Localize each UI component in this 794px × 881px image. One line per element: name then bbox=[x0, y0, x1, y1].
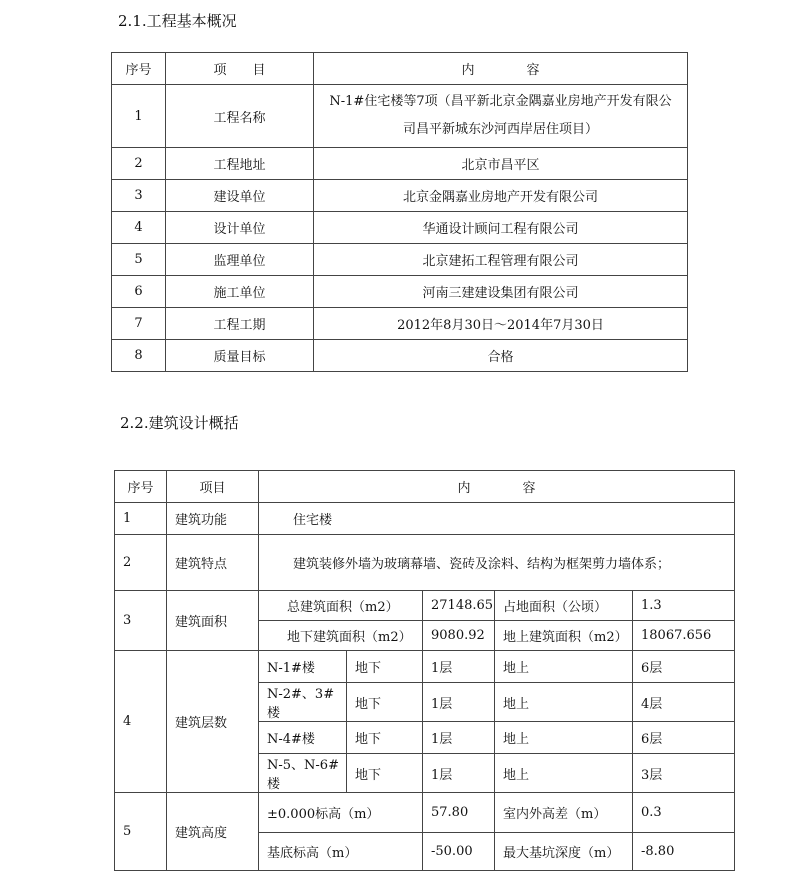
area-value: 9080.92 bbox=[423, 621, 495, 651]
height-label: 室内外高差（m） bbox=[495, 793, 633, 833]
below-label: 地下 bbox=[347, 754, 423, 793]
below-label: 地下 bbox=[347, 722, 423, 754]
row-item: 建筑层数 bbox=[167, 651, 259, 793]
section1-heading: 2.1.工程基本概况 bbox=[118, 12, 237, 30]
row-no: 2 bbox=[115, 535, 167, 591]
row-item: 工程工期 bbox=[166, 308, 314, 340]
building-design-table bbox=[114, 470, 735, 871]
header-content: 内 容 bbox=[314, 53, 688, 85]
row-no: 1 bbox=[112, 85, 166, 148]
height-value: 57.80 bbox=[423, 793, 495, 833]
row-no: 2 bbox=[112, 148, 166, 180]
row-item: 质量目标 bbox=[166, 340, 314, 372]
row-item: 设计单位 bbox=[166, 212, 314, 244]
above-value: 6层 bbox=[633, 722, 735, 754]
table-row bbox=[112, 85, 688, 148]
above-value: 6层 bbox=[633, 651, 735, 683]
area-value: 1.3 bbox=[633, 591, 735, 621]
row-no: 7 bbox=[112, 308, 166, 340]
table-row bbox=[115, 503, 735, 535]
height-value: -8.80 bbox=[633, 833, 735, 871]
row-content: 华通设计顾问工程有限公司 bbox=[314, 212, 688, 244]
row-no: 4 bbox=[112, 212, 166, 244]
above-label: 地上 bbox=[495, 651, 633, 683]
table-row bbox=[112, 148, 688, 180]
building-name: N-2#、3#楼 bbox=[259, 683, 347, 722]
above-value: 3层 bbox=[633, 754, 735, 793]
above-value: 4层 bbox=[633, 683, 735, 722]
area-label: 占地面积（公顷） bbox=[495, 591, 633, 621]
table-row bbox=[112, 340, 688, 372]
row-no: 5 bbox=[115, 793, 167, 871]
table-row bbox=[115, 651, 735, 683]
row-item: 建筑面积 bbox=[167, 591, 259, 651]
row-no: 3 bbox=[112, 180, 166, 212]
header-item: 项 目 bbox=[166, 53, 314, 85]
content-line: N-1#住宅楼等7项（昌平新北京金隅嘉业房地产开发有限公 bbox=[329, 94, 672, 109]
row-item: 建筑高度 bbox=[167, 793, 259, 871]
height-value: -50.00 bbox=[423, 833, 495, 871]
header-no: 序号 bbox=[115, 471, 167, 503]
below-value: 1层 bbox=[423, 722, 495, 754]
area-value: 27148.65 bbox=[423, 591, 495, 621]
above-label: 地上 bbox=[495, 754, 633, 793]
row-content: 北京建拓工程管理有限公司 bbox=[314, 244, 688, 276]
row-no: 5 bbox=[112, 244, 166, 276]
row-item: 工程名称 bbox=[166, 85, 314, 148]
table-header-row bbox=[112, 53, 688, 85]
area-label: 地上建筑面积（m2） bbox=[495, 621, 633, 651]
table-row bbox=[115, 535, 735, 591]
row-content: 合格 bbox=[314, 340, 688, 372]
row-item: 建设单位 bbox=[166, 180, 314, 212]
below-value: 1层 bbox=[423, 754, 495, 793]
row-no: 6 bbox=[112, 276, 166, 308]
row-item: 建筑功能 bbox=[167, 503, 259, 535]
row-content: 2012年8月30日～2014年7月30日 bbox=[314, 308, 688, 340]
row-content: 河南三建建设集团有限公司 bbox=[314, 276, 688, 308]
table-row bbox=[112, 212, 688, 244]
row-no: 8 bbox=[112, 340, 166, 372]
row-no: 4 bbox=[115, 651, 167, 793]
below-value: 1层 bbox=[423, 683, 495, 722]
row-item: 建筑特点 bbox=[167, 535, 259, 591]
area-value: 18067.656 bbox=[633, 621, 735, 651]
row-no: 3 bbox=[115, 591, 167, 651]
row-item: 施工单位 bbox=[166, 276, 314, 308]
section2-heading: 2.2.建筑设计概括 bbox=[120, 414, 239, 432]
row-item: 监理单位 bbox=[166, 244, 314, 276]
table-row bbox=[115, 793, 735, 833]
above-label: 地上 bbox=[495, 683, 633, 722]
area-label: 总建筑面积（m2） bbox=[259, 591, 423, 621]
area-label: 地下建筑面积（m2） bbox=[259, 621, 423, 651]
row-item: 工程地址 bbox=[166, 148, 314, 180]
below-value: 1层 bbox=[423, 651, 495, 683]
header-content: 内 容 bbox=[259, 471, 735, 503]
row-content bbox=[314, 85, 688, 148]
height-label: ±0.000标高（m） bbox=[259, 793, 423, 833]
table-row bbox=[112, 244, 688, 276]
table-row bbox=[112, 180, 688, 212]
row-content: 北京金隅嘉业房地产开发有限公司 bbox=[314, 180, 688, 212]
below-label: 地下 bbox=[347, 683, 423, 722]
row-content: 北京市昌平区 bbox=[314, 148, 688, 180]
table-row bbox=[115, 591, 735, 621]
table-row bbox=[112, 276, 688, 308]
row-content: 建筑装修外墙为玻璃幕墙、瓷砖及涂料、结构为框架剪力墙体系； bbox=[259, 535, 735, 591]
row-no: 1 bbox=[115, 503, 167, 535]
header-item: 项目 bbox=[167, 471, 259, 503]
row-content: 住宅楼 bbox=[259, 503, 735, 535]
building-name: N-4#楼 bbox=[259, 722, 347, 754]
building-name: N-1#楼 bbox=[259, 651, 347, 683]
project-overview-table bbox=[111, 52, 688, 372]
table-row bbox=[112, 308, 688, 340]
height-label: 最大基坑深度（m） bbox=[495, 833, 633, 871]
height-value: 0.3 bbox=[633, 793, 735, 833]
building-name: N-5、N-6#楼 bbox=[259, 754, 347, 793]
below-label: 地下 bbox=[347, 651, 423, 683]
content-line: 司昌平新城东沙河西岸居住项目） bbox=[402, 122, 598, 137]
table-header-row bbox=[115, 471, 735, 503]
header-no: 序号 bbox=[112, 53, 166, 85]
height-label: 基底标高（m） bbox=[259, 833, 423, 871]
above-label: 地上 bbox=[495, 722, 633, 754]
